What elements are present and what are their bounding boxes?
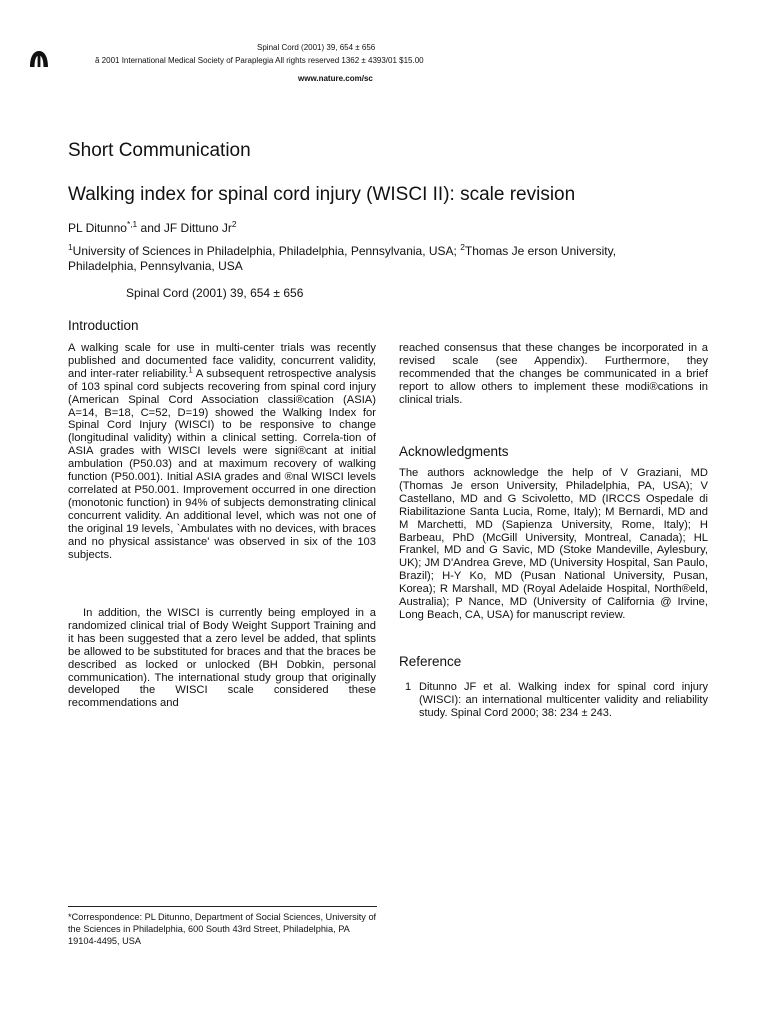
correspondence-footnote: *Correspondence: PL Ditunno, Department of Social Sciences, University of the Sciences in Philadelphia, 600 South 43rd Street, Philadelphia, PA 19104-4495, USA: [68, 912, 377, 947]
journal-line: Spinal Cord (2001) 39, 654 ± 656: [257, 43, 376, 52]
section-heading-introduction: Introduction: [68, 318, 139, 333]
journal-website-link[interactable]: www.nature.com/sc: [298, 74, 373, 83]
author-line: [68, 221, 237, 236]
affiliation-text: University of Sciences in Philadelphia, Philadelphia, Pennsylvania, USA;: [72, 244, 461, 258]
footnote-divider: [68, 906, 377, 907]
paragraph-text: A walking scale for use in multi-center trials was recently published and documented face validity, concurrent validity, and inter-rater reliability.: [68, 342, 376, 380]
introduction-paragraph: reached consensus that these changes be incorporated in a revised scale (see Appendix). Furthermore, they recommended that the changes be communicated in a brief report to allow others to implement these modi®cations in clinical trials.: [399, 342, 708, 406]
affiliation-mark: 1: [68, 242, 73, 252]
publisher-logo-icon: [28, 49, 50, 69]
introduction-paragraph: [68, 342, 376, 561]
author-mark: *,1: [126, 219, 138, 229]
author-joiner: and JF Dittuno Jr: [137, 221, 232, 235]
article-type: Short Communication: [68, 140, 251, 161]
author-mark: 2: [231, 219, 237, 229]
article-citation: Spinal Cord (2001) 39, 654 ± 656: [126, 286, 304, 300]
affiliation-text: Thomas Je erson University, Philadelphia, Pennsylvania, USA: [68, 244, 617, 273]
author-name: PL Ditunno: [68, 221, 127, 235]
affiliation-mark: 2: [460, 242, 465, 252]
affiliations: [68, 244, 668, 274]
section-heading-reference: Reference: [399, 654, 462, 669]
acknowledgments-paragraph: The authors acknowledge the help of V Graziani, MD (Thomas Je erson University, Philadelphia, PA, USA); V Castellano, MD and G Scivoletto, MD (IRCCS Ospedale di Riabilitazione Santa Lucia, Rome, Italy); M Bernardi, MD and M Marchetti, MD (Sapienza University, Rome, Italy); H Barbeau, PhD (McGill University, Montreal, Canada); HL Frankel, MD and G Savic, MD (Stoke Mandeville, Aylesbury, UK); JM D'Andrea Greve, MD (University Hospital, San Paulo, Brazil); H-Y Ko, MD (Pusan National University, Pusan, Korea); R Marshall, MD (Royal Adelaide Hospital, North®eld, Australia); P Nance, MD (University of California @ Irvine, Long Beach, CA, USA) for manuscript review.: [399, 467, 708, 621]
citation-mark[interactable]: 1: [188, 365, 193, 375]
paragraph-text: A subsequent retrospective analysis of 103 spinal cord subjects recovering from spinal cord injury (American Spinal Cord Association classi®cation (ASIA) A=14, B=18, C=52, D=19) showed the Walking Index for Spinal Cord Injury (WISCI) to be responsive to change (longitudinal validity) within a clinical setting. Correla-tion of ASIA grades with WISCI levels were signi®cant at initial ambulation (P50.03) and at maximum recovery of walking function (P50.001). Initial ASIA grades and ®nal WISCI levels correlated at P50.001. Improvement occurred in one direction (monotonic function) in 94% of subjects demonstrating clinical concurrent validity. An additional level, which was not one of the original 19 levels, `Ambulates with no devices, with braces and no physical assistance' was observed in six of the 103 subjects.: [68, 367, 376, 561]
reference-item[interactable]: Ditunno JF et al. Walking index for spinal cord injury (WISCI): an international multicenter validity and reliability study. Spinal Cord 2000; 38: 234 ± 243.: [419, 681, 708, 719]
section-heading-acknowledgments: Acknowledgments: [399, 444, 509, 459]
reference-number: 1: [405, 681, 412, 693]
article-title: Walking index for spinal cord injury (WISCI II): scale revision: [68, 184, 576, 205]
introduction-paragraph: In addition, the WISCI is currently being employed in a randomized clinical trial of Body Weight Support Training and it has been suggested that a zero level be added, that splints be allowed to be substituted for braces and that the braces be described as locked or unlocked (BH Dobkin, personal communication). The international study group that originally developed the WISCI scale considered these recommendations and: [68, 607, 376, 710]
copyright-line: ã 2001 International Medical Society of Paraplegia All rights reserved 1362 ± 4393/01 $15.00: [95, 56, 424, 65]
